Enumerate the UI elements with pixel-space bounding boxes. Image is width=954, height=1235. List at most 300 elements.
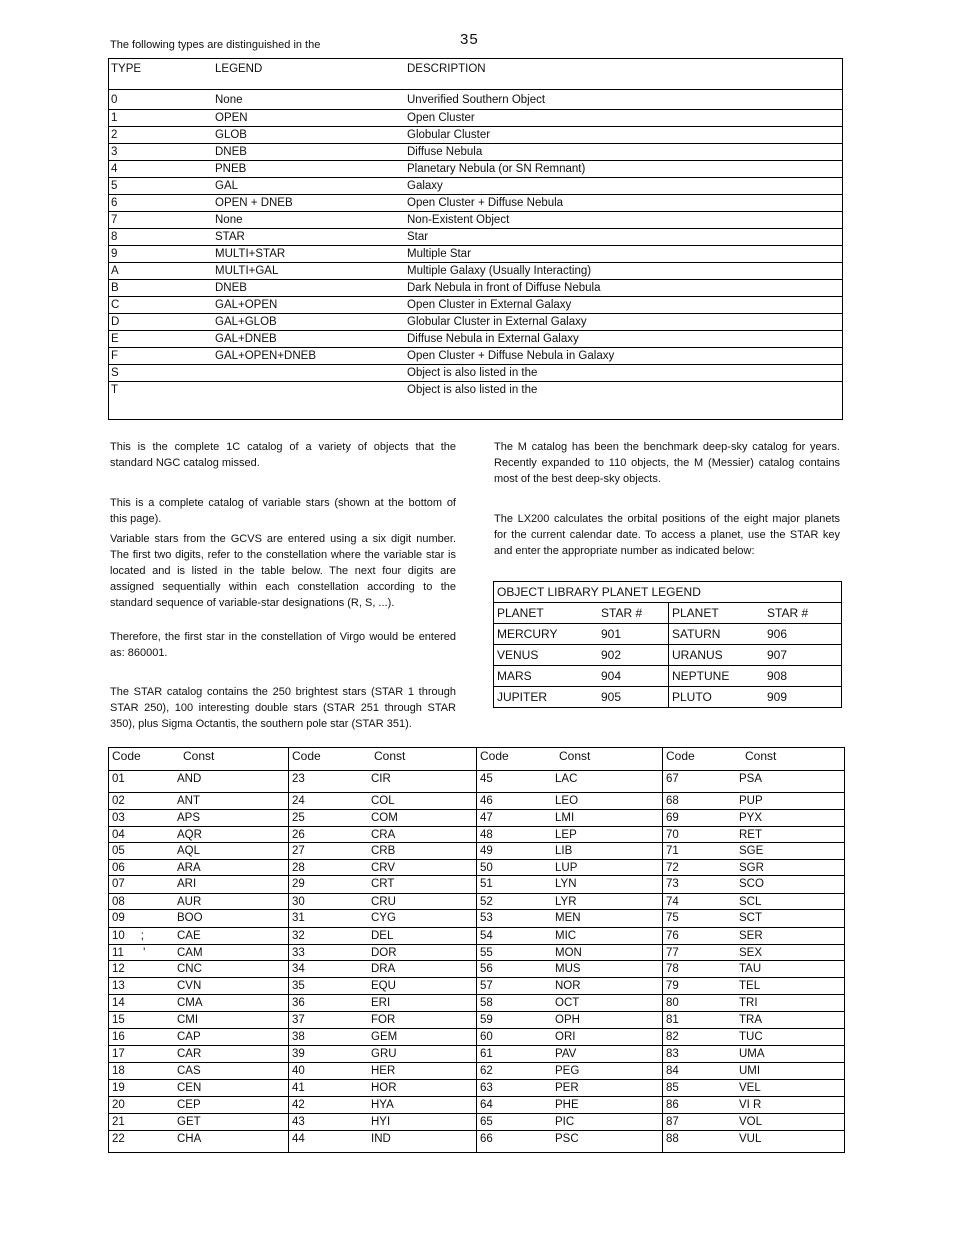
type-code: 6 — [109, 195, 213, 212]
type-legend — [213, 365, 405, 382]
messier-catalog-text: The M catalog has been the benchmark deep-sky catalog for years. Recently expanded to 110 objects, the M (Messier) catalog contains most of the best deep-sky objects. — [494, 441, 840, 485]
const-abbrev: CNC — [177, 963, 202, 975]
const-abbrev: LUP — [555, 862, 578, 874]
type-legend: MULTI+GAL — [213, 263, 405, 280]
const-row — [477, 875, 663, 894]
const-code: 38 — [292, 1031, 305, 1043]
type-code: 7 — [109, 212, 213, 229]
const-abbrev: GET — [177, 1116, 201, 1128]
const-row — [477, 977, 663, 995]
const-row — [109, 809, 288, 827]
header-const: Const — [183, 749, 215, 763]
header-description: DESCRIPTION — [407, 63, 486, 75]
const-code: 32 — [292, 930, 305, 942]
const-code: 51 — [480, 878, 493, 890]
header-star-number: STAR # — [764, 603, 842, 624]
const-abbrev: CRA — [371, 829, 396, 841]
const-row — [109, 977, 288, 995]
const-row — [289, 792, 477, 810]
const-row — [289, 1062, 477, 1080]
const-code: 81 — [666, 1014, 679, 1026]
planet-header-row — [494, 603, 842, 624]
const-code: 39 — [292, 1048, 305, 1060]
const-abbrev: CIR — [371, 773, 391, 785]
planet-star-number: 901 — [598, 624, 669, 645]
const-row — [477, 944, 663, 961]
const-abbrev: DOR — [371, 947, 397, 959]
const-header-row — [663, 748, 845, 770]
const-code: 04 — [112, 829, 125, 841]
header-const: Const — [374, 749, 406, 763]
const-row — [109, 994, 288, 1012]
type-description: Dark Nebula in front of Diffuse Nebula — [405, 280, 842, 297]
const-abbrev: CMA — [177, 997, 203, 1009]
const-row — [289, 927, 477, 945]
const-code: 57 — [480, 980, 493, 992]
planets-text: The LX200 calculates the orbital positions of the eight major planets for the current calendar date. To access a planet, use the STAR key and enter the appropriate number as indicated below: — [494, 513, 840, 557]
header-code: Code — [112, 749, 141, 763]
type-code: 0 — [109, 90, 213, 110]
const-code: 80 — [666, 997, 679, 1009]
type-code: C — [109, 297, 213, 314]
const-code: 41 — [292, 1082, 305, 1094]
const-abbrev: PIC — [555, 1116, 575, 1128]
const-code: 01 — [112, 773, 125, 785]
const-code: 61 — [480, 1048, 493, 1060]
const-code: 65 — [480, 1116, 493, 1128]
const-code: 10 ; — [112, 930, 144, 942]
const-code: 58 — [480, 997, 493, 1009]
const-abbrev: TEL — [739, 980, 761, 992]
const-row — [477, 1028, 663, 1046]
const-row — [477, 1045, 663, 1063]
type-description: Unverified Southern Object — [405, 90, 842, 110]
const-code: 35 — [292, 980, 305, 992]
const-row — [289, 1130, 477, 1153]
const-abbrev: MIC — [555, 930, 577, 942]
const-row — [109, 1011, 288, 1029]
const-row — [109, 893, 288, 910]
const-code: 75 — [666, 912, 679, 924]
const-header-row — [477, 748, 663, 770]
type-description: Planetary Nebula (or SN Remnant) — [405, 161, 842, 178]
type-row — [109, 280, 842, 297]
const-row — [289, 977, 477, 995]
const-abbrev: UMI — [739, 1065, 761, 1077]
type-legend: GAL — [213, 178, 405, 195]
const-abbrev: CAM — [177, 947, 203, 959]
const-row — [289, 1045, 477, 1063]
const-code: 55 — [480, 947, 493, 959]
const-code: 87 — [666, 1116, 679, 1128]
const-code: 72 — [666, 862, 679, 874]
header-planet: PLANET — [494, 603, 599, 624]
const-code: 82 — [666, 1031, 679, 1043]
const-row — [663, 893, 845, 910]
const-code: 34 — [292, 963, 305, 975]
const-abbrev: MUS — [555, 963, 581, 975]
const-abbrev: AUR — [177, 896, 202, 908]
const-row — [477, 1130, 663, 1153]
const-code: 13 — [112, 980, 125, 992]
const-code: 83 — [666, 1048, 679, 1060]
const-row — [477, 770, 663, 793]
type-code: B — [109, 280, 213, 297]
const-row — [109, 770, 288, 793]
type-description: Object is also listed in the — [405, 382, 842, 399]
type-legend: GAL+OPEN+DNEB — [213, 348, 405, 365]
type-code: 8 — [109, 229, 213, 246]
const-abbrev: CAE — [177, 930, 201, 942]
type-description: Open Cluster in External Galaxy — [405, 297, 842, 314]
type-description: Multiple Star — [405, 246, 842, 263]
const-row — [663, 977, 845, 995]
const-abbrev: LIB — [555, 845, 573, 857]
const-row — [663, 826, 845, 843]
header-code: Code — [292, 749, 321, 763]
const-row — [109, 1130, 288, 1153]
planet-name: MERCURY — [494, 624, 599, 645]
type-code: D — [109, 314, 213, 331]
type-row — [109, 212, 842, 229]
const-row — [663, 1130, 845, 1153]
const-code: 52 — [480, 896, 493, 908]
const-code: 11 ' — [112, 947, 146, 959]
const-row — [477, 893, 663, 910]
type-legend: GAL+GLOB — [213, 314, 405, 331]
const-row — [109, 1062, 288, 1080]
type-code: 3 — [109, 144, 213, 161]
header-code: Code — [666, 749, 695, 763]
planet-row — [494, 666, 842, 687]
const-code: 09 — [112, 912, 125, 924]
const-abbrev: ERI — [371, 997, 391, 1009]
type-legend: OPEN + DNEB — [213, 195, 405, 212]
type-legend — [213, 382, 405, 399]
const-row — [109, 927, 288, 945]
const-code: 79 — [666, 980, 679, 992]
type-row — [109, 382, 842, 399]
const-code: 76 — [666, 930, 679, 942]
const-abbrev: PER — [555, 1082, 579, 1094]
planet-star-number: 908 — [764, 666, 842, 687]
const-code: 70 — [666, 829, 679, 841]
const-code: 71 — [666, 845, 679, 857]
type-row — [109, 365, 842, 382]
const-code: 15 — [112, 1014, 125, 1026]
type-description: Diffuse Nebula in External Galaxy — [405, 331, 842, 348]
const-code: 88 — [666, 1133, 679, 1145]
const-abbrev: DRA — [371, 963, 396, 975]
const-code: 40 — [292, 1065, 305, 1077]
const-row — [477, 842, 663, 860]
const-abbrev: VI R — [739, 1099, 762, 1111]
const-row — [109, 1045, 288, 1063]
planet-name: PLUTO — [669, 687, 765, 708]
type-description: Diffuse Nebula — [405, 144, 842, 161]
const-row — [477, 859, 663, 876]
const-abbrev: RET — [739, 829, 762, 841]
const-row — [109, 1028, 288, 1046]
header-legend: LEGEND — [215, 63, 263, 75]
const-abbrev: CRB — [371, 845, 396, 857]
const-abbrev: PAV — [555, 1048, 577, 1060]
const-row — [109, 842, 288, 860]
const-code: 64 — [480, 1099, 493, 1111]
const-row — [663, 944, 845, 961]
star-catalog-text: The STAR catalog contains the 250 brightest stars (STAR 1 through STAR 250), 100 interesting double stars (STAR 251 through STAR 350), plus Sigma Octantis, the southern pole star (STAR 351). — [110, 686, 456, 730]
header-type: TYPE — [111, 63, 142, 75]
const-code: 29 — [292, 878, 305, 890]
const-row — [109, 1079, 288, 1097]
const-abbrev: PSC — [555, 1133, 579, 1145]
type-legend: GAL+DNEB — [213, 331, 405, 348]
type-description: Globular Cluster in External Galaxy — [405, 314, 842, 331]
const-row — [663, 842, 845, 860]
const-abbrev: SGE — [739, 845, 764, 857]
const-abbrev: AND — [177, 773, 202, 785]
const-abbrev: CHA — [177, 1133, 202, 1145]
const-code: 36 — [292, 997, 305, 1009]
const-code: 25 — [292, 812, 305, 824]
constellation-code-table — [108, 747, 845, 1153]
const-code: 74 — [666, 896, 679, 908]
const-abbrev: FOR — [371, 1014, 396, 1026]
type-code: 5 — [109, 178, 213, 195]
gcvs-example-text: Therefore, the first star in the constellation of Virgo would be entered as: 860001. — [110, 631, 456, 659]
const-abbrev: GRU — [371, 1048, 397, 1060]
type-legend: OPEN — [213, 110, 405, 127]
const-row — [477, 1113, 663, 1131]
const-row — [109, 792, 288, 810]
const-code: 84 — [666, 1065, 679, 1077]
planet-star-number: 902 — [598, 645, 669, 666]
type-description: Non-Existent Object — [405, 212, 842, 229]
const-row — [477, 994, 663, 1012]
const-row — [289, 859, 477, 876]
const-code: 27 — [292, 845, 305, 857]
const-row — [663, 1079, 845, 1097]
const-code: 43 — [292, 1116, 305, 1128]
const-abbrev: DEL — [371, 930, 394, 942]
const-code: 17 — [112, 1048, 125, 1060]
type-row — [109, 348, 842, 365]
type-description: Galaxy — [405, 178, 842, 195]
const-abbrev: SEX — [739, 947, 763, 959]
const-abbrev: COL — [371, 795, 395, 807]
gcvs-description-text: Variable stars from the GCVS are entered using a six digit number. The first two digits, refer to the constellation where the variable star is located and is listed in the table below. The next four digits are assigned sequentially within each constellation according to the standard sequence of variable-star designations (R, S, ...). — [110, 533, 456, 609]
const-code: 85 — [666, 1082, 679, 1094]
const-code: 86 — [666, 1099, 679, 1111]
const-code: 21 — [112, 1116, 125, 1128]
type-row — [109, 195, 842, 212]
ic-catalog-text: This is the complete 1C catalog of a variety of objects that the standard NGC catalog missed. — [110, 441, 456, 469]
const-abbrev: ARI — [177, 878, 197, 890]
type-description: Object is also listed in the — [405, 365, 842, 382]
const-abbrev: HER — [371, 1065, 396, 1077]
type-legend: GAL+OPEN — [213, 297, 405, 314]
const-code: 23 — [292, 773, 305, 785]
const-code: 66 — [480, 1133, 493, 1145]
const-code: 24 — [292, 795, 305, 807]
const-abbrev: APS — [177, 812, 201, 824]
type-row — [109, 314, 842, 331]
const-code: 03 — [112, 812, 125, 824]
planet-name: SATURN — [669, 624, 765, 645]
const-abbrev: CVN — [177, 980, 202, 992]
type-code: E — [109, 331, 213, 348]
const-row — [477, 1062, 663, 1080]
const-row — [109, 909, 288, 928]
const-code: 44 — [292, 1133, 305, 1145]
const-row — [663, 1045, 845, 1063]
const-code: 14 — [112, 997, 125, 1009]
planet-row — [494, 645, 842, 666]
type-description: Multiple Galaxy (Usually Interacting) — [405, 263, 842, 280]
const-code: 05 — [112, 845, 125, 857]
const-row — [477, 960, 663, 978]
const-row — [663, 1028, 845, 1046]
header-const: Const — [745, 749, 777, 763]
const-code: 31 — [292, 912, 305, 924]
const-abbrev: VEL — [739, 1082, 761, 1094]
planet-name: VENUS — [494, 645, 599, 666]
const-row — [109, 960, 288, 978]
const-row — [289, 960, 477, 978]
type-code: A — [109, 263, 213, 280]
header-star-number: STAR # — [598, 603, 669, 624]
const-code: 45 — [480, 773, 493, 785]
const-row — [663, 909, 845, 928]
const-abbrev: PHE — [555, 1099, 579, 1111]
const-row — [109, 826, 288, 843]
planet-row — [494, 624, 842, 645]
const-code: 16 — [112, 1031, 125, 1043]
const-row — [663, 927, 845, 945]
const-abbrev: VUL — [739, 1133, 762, 1145]
const-abbrev: PYX — [739, 812, 763, 824]
const-code: 42 — [292, 1099, 305, 1111]
type-code: 9 — [109, 246, 213, 263]
const-row — [477, 809, 663, 827]
const-abbrev: AQL — [177, 845, 201, 857]
const-row — [477, 826, 663, 843]
planet-star-number: 909 — [764, 687, 842, 708]
const-abbrev: TRI — [739, 997, 758, 1009]
const-abbrev: PSA — [739, 773, 763, 785]
const-row — [289, 1113, 477, 1131]
const-code: 67 — [666, 773, 679, 785]
planet-table-caption: OBJECT LIBRARY PLANET LEGEND — [497, 585, 701, 599]
type-row — [109, 297, 842, 314]
const-abbrev: LEO — [555, 795, 579, 807]
const-code: 18 — [112, 1065, 125, 1077]
const-abbrev: AQR — [177, 829, 202, 841]
const-row — [663, 1113, 845, 1131]
type-legend: None — [213, 212, 405, 229]
const-row — [289, 826, 477, 843]
const-code: 68 — [666, 795, 679, 807]
const-abbrev: MON — [555, 947, 582, 959]
const-row — [477, 927, 663, 945]
const-row — [477, 1011, 663, 1029]
const-abbrev: NOR — [555, 980, 581, 992]
const-abbrev: CEN — [177, 1082, 202, 1094]
const-abbrev: GEM — [371, 1031, 398, 1043]
const-row — [289, 994, 477, 1012]
const-code: 53 — [480, 912, 493, 924]
const-code: 37 — [292, 1014, 305, 1026]
const-row — [289, 842, 477, 860]
const-row — [109, 859, 288, 876]
const-code: 62 — [480, 1065, 493, 1077]
type-row — [109, 144, 842, 161]
const-abbrev: CRV — [371, 862, 396, 874]
const-abbrev: CMI — [177, 1014, 199, 1026]
const-abbrev: LYN — [555, 878, 577, 890]
page-number: 35 — [460, 31, 479, 48]
planet-star-number: 907 — [764, 645, 842, 666]
const-column — [288, 748, 477, 1152]
const-abbrev: TUC — [739, 1031, 763, 1043]
type-row — [109, 127, 842, 144]
type-row — [109, 263, 842, 280]
const-header-row — [289, 748, 477, 770]
type-description: Star — [405, 229, 842, 246]
const-code: 48 — [480, 829, 493, 841]
const-row — [109, 1096, 288, 1114]
const-abbrev: OCT — [555, 997, 580, 1009]
const-abbrev: LMI — [555, 812, 575, 824]
const-code: 50 — [480, 862, 493, 874]
const-code: 69 — [666, 812, 679, 824]
planet-name: MARS — [494, 666, 599, 687]
const-abbrev: SCL — [739, 896, 762, 908]
const-row — [289, 770, 477, 793]
const-code: 60 — [480, 1031, 493, 1043]
const-abbrev: ANT — [177, 795, 200, 807]
const-row — [663, 994, 845, 1012]
const-abbrev: PEG — [555, 1065, 580, 1077]
const-row — [289, 909, 477, 928]
const-abbrev: HYI — [371, 1116, 391, 1128]
type-code: 1 — [109, 110, 213, 127]
header-const: Const — [559, 749, 591, 763]
const-abbrev: CAP — [177, 1031, 201, 1043]
header-planet: PLANET — [669, 603, 765, 624]
const-abbrev: SGR — [739, 862, 764, 874]
type-description: Open Cluster + Diffuse Nebula in Galaxy — [405, 348, 842, 365]
const-row — [663, 859, 845, 876]
const-code: 56 — [480, 963, 493, 975]
type-description: Open Cluster + Diffuse Nebula — [405, 195, 842, 212]
const-abbrev: TRA — [739, 1014, 762, 1026]
const-code: 59 — [480, 1014, 493, 1026]
const-abbrev: SER — [739, 930, 763, 942]
const-row — [289, 1028, 477, 1046]
type-legend: GLOB — [213, 127, 405, 144]
type-description: Open Cluster — [405, 110, 842, 127]
type-legend: PNEB — [213, 161, 405, 178]
type-legend: DNEB — [213, 144, 405, 161]
const-abbrev: CAS — [177, 1065, 201, 1077]
const-abbrev: CYG — [371, 912, 396, 924]
const-abbrev: HYA — [371, 1099, 394, 1111]
planet-star-number: 905 — [598, 687, 669, 708]
type-legend: DNEB — [213, 280, 405, 297]
const-code: 73 — [666, 878, 679, 890]
type-row — [109, 178, 842, 195]
